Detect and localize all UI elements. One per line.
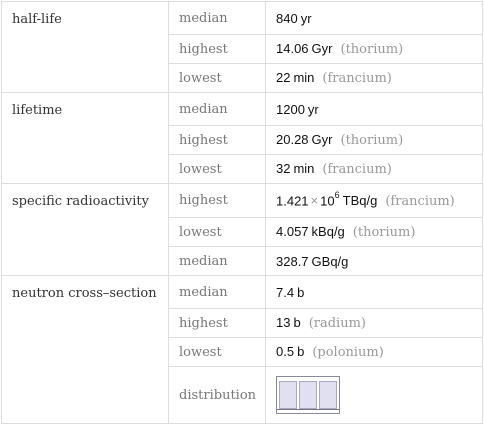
value-number: 20.28 (276, 132, 309, 147)
distribution-cell (266, 367, 483, 424)
stat-label: highest (169, 35, 266, 64)
property-name: half-life (2, 2, 169, 93)
stat-label: lowest (169, 218, 266, 247)
property-name: lifetime (2, 93, 169, 184)
stat-value (266, 309, 483, 338)
value-number: 840 (276, 10, 298, 26)
stat-value (266, 126, 483, 155)
stat-label: lowest (169, 338, 266, 367)
stat-label: highest (169, 309, 266, 338)
value-unit: b (297, 284, 305, 300)
value-unit: b (297, 344, 305, 359)
element-note: (francium) (322, 162, 392, 177)
histogram-bar (279, 381, 297, 409)
value-unit: Gyr (311, 132, 333, 147)
element-note: (thorium) (352, 225, 416, 240)
stat-label: median (169, 276, 266, 309)
stat-value (266, 338, 483, 367)
value-number: 32 (276, 161, 291, 176)
stat-label: median (169, 247, 266, 276)
value-number: 7.4 (276, 284, 295, 300)
property-name: specific radioactivity (2, 184, 169, 276)
value-number: 22 (276, 70, 291, 85)
value-number: 13 (276, 315, 291, 330)
value-number: 14.06 (276, 41, 309, 56)
element-note: (polonium) (312, 345, 384, 360)
value-number: 328.7 (276, 253, 309, 269)
value-unit: b (293, 315, 301, 330)
table-row (2, 276, 483, 309)
table-row (2, 93, 483, 126)
stat-value (266, 155, 483, 184)
element-note: (thorium) (340, 133, 404, 148)
histogram-bar (319, 381, 337, 409)
stat-label: lowest (169, 64, 266, 93)
stat-value (266, 276, 483, 309)
element-note: (thorium) (340, 42, 404, 57)
value-base: 10 (320, 193, 335, 209)
value-mantissa: 1.421 (276, 193, 309, 209)
table-row (2, 2, 483, 35)
element-note: (francium) (385, 194, 455, 210)
stat-label: median (169, 2, 266, 35)
histogram-baseline (277, 409, 339, 410)
stat-label: lowest (169, 155, 266, 184)
stat-label: highest (169, 184, 266, 218)
stat-value (266, 35, 483, 64)
stat-value (266, 218, 483, 247)
stat-value (266, 247, 483, 276)
property-table (1, 1, 483, 424)
value-unit: TBq/g (342, 193, 378, 209)
times-sign: × (310, 193, 319, 209)
stat-label: highest (169, 126, 266, 155)
histogram-icon[interactable] (276, 376, 340, 414)
histogram-bar (299, 381, 317, 409)
stat-label: distribution (169, 367, 266, 424)
value-unit: min (293, 70, 315, 85)
value-unit: kBq/g (311, 224, 345, 239)
value-unit: min (293, 161, 315, 176)
stat-value (266, 2, 483, 35)
element-note: (radium) (308, 316, 366, 331)
stat-value (266, 64, 483, 93)
value-unit: GBq/g (311, 253, 349, 269)
value-unit: yr (307, 101, 319, 117)
property-name: neutron cross–section (2, 276, 169, 424)
value-number: 1200 (276, 101, 305, 117)
stat-value (266, 184, 483, 218)
value-unit: yr (300, 10, 312, 26)
stat-value (266, 93, 483, 126)
value-number: 0.5 (276, 344, 295, 359)
value-exponent: 6 (334, 189, 340, 200)
value-number: 4.057 (276, 224, 309, 239)
stat-label: median (169, 93, 266, 126)
table-row (2, 184, 483, 218)
value-unit: Gyr (311, 41, 333, 56)
element-note: (francium) (322, 71, 392, 86)
